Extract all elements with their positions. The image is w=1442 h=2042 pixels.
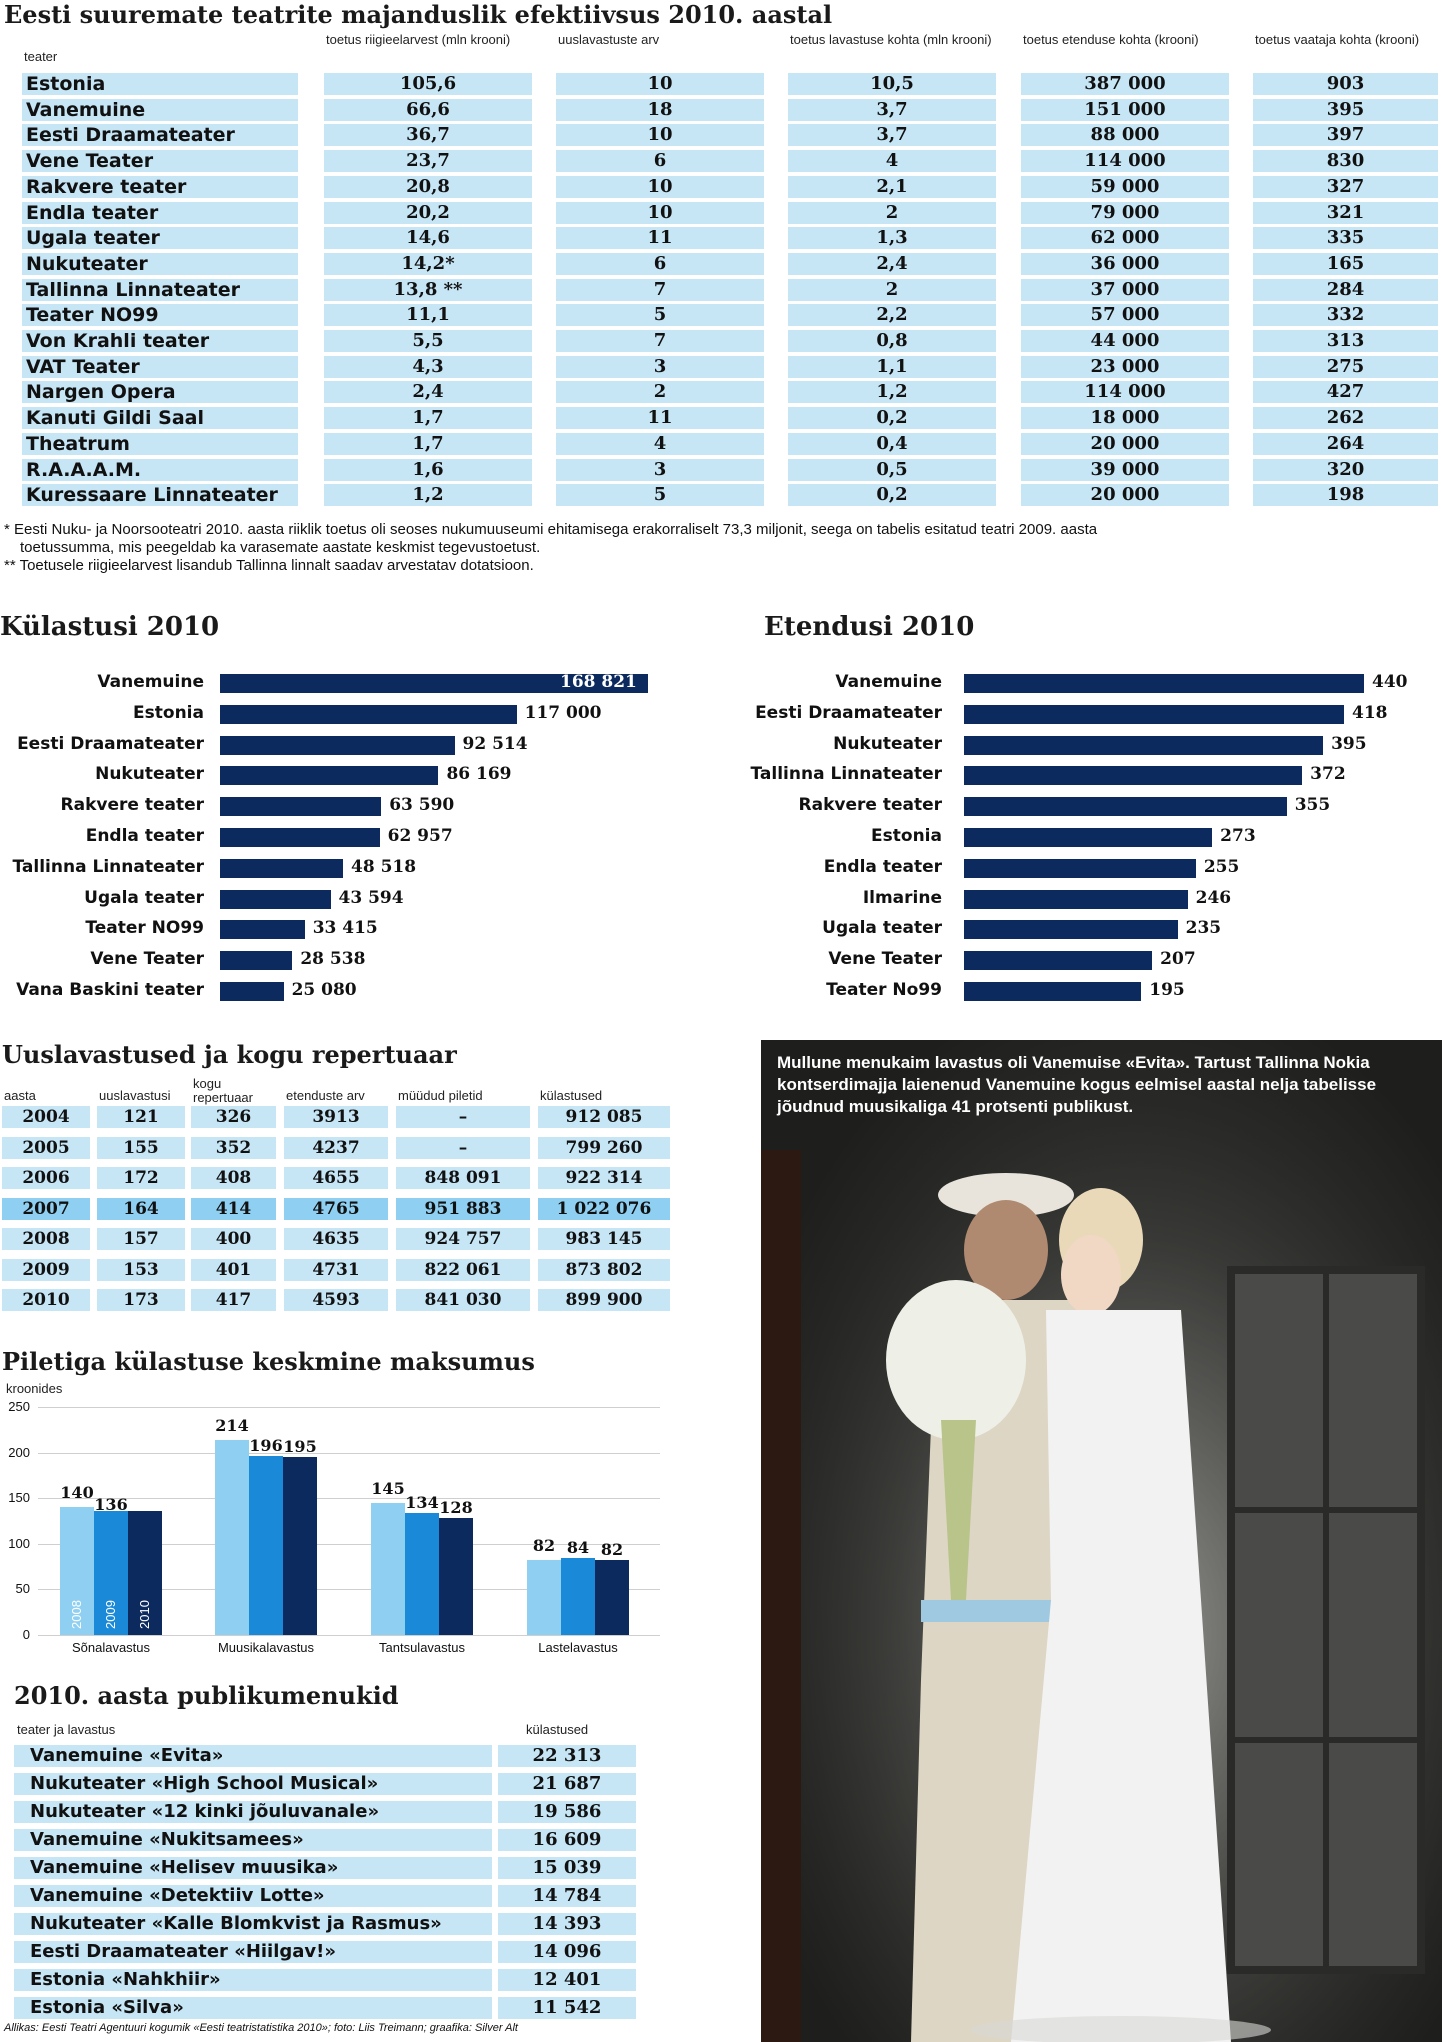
price-value-label: 134 (405, 1492, 439, 1512)
repertoire-value-cell: 4655 (284, 1167, 388, 1189)
value-cell: 66,6 (324, 99, 532, 121)
price-y-tick: 250 (8, 1399, 30, 1414)
price-chart-title: Piletiga külastuse keskmine maksumus (2, 1347, 535, 1376)
value-cell: 11,1 (324, 304, 532, 326)
value-cell: 20,2 (324, 202, 532, 224)
price-value-label: 196 (249, 1436, 283, 1456)
repertoire-value-cell: 4765 (284, 1198, 388, 1220)
footnote-1a: * Eesti Nuku- ja Noorsooteatri 2010. aasta riiklik toetus oli seoses nukumuuseumi ehitamisega erakorraliselt 73,3 miljonit, seega on tabelis esitatud teatri 2009. aasta (4, 521, 1098, 538)
visits-value-label: 48 518 (351, 856, 417, 877)
price-bar-2008 (527, 1560, 561, 1635)
value-cell: 151 000 (1021, 99, 1229, 121)
repertoire-value-cell: – (396, 1106, 530, 1128)
value-cell: 903 (1253, 73, 1438, 95)
price-y-tick: 50 (15, 1581, 30, 1597)
value-cell: 262 (1253, 407, 1438, 429)
value-cell: 1,3 (788, 227, 996, 249)
perf-value-label: 246 (1195, 887, 1232, 908)
value-cell: 7 (556, 330, 764, 352)
repertoire-header: müüdud piletid (398, 1088, 483, 1103)
repertoire-value-cell: 414 (191, 1198, 276, 1220)
visits-category-label: Vanemuine (97, 672, 204, 692)
hit-title-cell: Vanemuine «Detektiiv Lotte» (14, 1885, 492, 1907)
price-bar-2010 (595, 1560, 629, 1635)
hit-title-cell: Vanemuine «Evita» (14, 1745, 492, 1767)
repertoire-value-cell: 848 091 (396, 1167, 530, 1189)
price-bar-2008 (215, 1440, 249, 1635)
visits-bar (220, 920, 305, 939)
hit-visits-cell: 14 393 (498, 1913, 636, 1935)
value-cell: 1,1 (788, 356, 996, 378)
repertoire-value-cell: 841 030 (396, 1289, 530, 1311)
repertoire-value-cell: 1 022 076 (538, 1198, 670, 1220)
value-cell: 1,7 (324, 433, 532, 455)
repertoire-value-cell: 912 085 (538, 1106, 670, 1128)
hit-visits-cell: 21 687 (498, 1773, 636, 1795)
repertoire-header: kogu repertuaar (193, 1076, 253, 1105)
theatre-name-cell: Endla teater (22, 202, 298, 224)
price-value-label: 145 (371, 1478, 405, 1498)
perf-bar (964, 982, 1141, 1001)
hit-visits-cell: 22 313 (498, 1745, 636, 1767)
visits-value-label: 43 594 (338, 887, 404, 908)
price-gridline (38, 1635, 660, 1636)
hit-title-cell: Vanemuine «Helisev muusika» (14, 1857, 492, 1879)
value-cell: 5 (556, 304, 764, 326)
repertoire-value-cell: 951 883 (396, 1198, 530, 1220)
hits-col2: külastused (526, 1722, 589, 1737)
repertoire-header: uuslavastusi (99, 1088, 171, 1103)
price-value-label: 82 (532, 1536, 556, 1556)
hit-title-cell: Estonia «Silva» (14, 1997, 492, 2019)
value-cell: 2,4 (324, 381, 532, 403)
value-cell: 0,8 (788, 330, 996, 352)
value-cell: 7 (556, 279, 764, 301)
theatre-name-cell: Nukuteater (22, 253, 298, 275)
price-category-label: Sõnalavastus (71, 1640, 151, 1655)
price-series-label: 2010 (137, 1600, 152, 1629)
hit-visits-cell: 14 784 (498, 1885, 636, 1907)
value-cell: 830 (1253, 150, 1438, 172)
value-cell: 13,8 ** (324, 279, 532, 301)
visits-bar (220, 982, 284, 1001)
page-title: Eesti suuremate teatrite majanduslik efektiivsus 2010. aastal (4, 0, 833, 29)
value-cell: 1,2 (788, 381, 996, 403)
theatre-name-cell: Von Krahli teater (22, 330, 298, 352)
perf-bar (964, 736, 1323, 755)
visits-bar (220, 705, 517, 724)
perf-category-label: Endla teater (823, 856, 942, 877)
repertoire-value-cell: 408 (191, 1167, 276, 1189)
main-table-header: toetus lavastuse kohta (mln krooni) (790, 32, 992, 47)
price-bar-2009 (249, 1456, 283, 1635)
perf-bar (964, 674, 1364, 693)
repertoire-value-cell: 153 (97, 1259, 185, 1281)
stage-scene-illustration (761, 1040, 1442, 2042)
price-gridline (38, 1498, 660, 1499)
value-cell: 10 (556, 176, 764, 198)
perf-category-label: Teater No99 (826, 980, 942, 1000)
value-cell: 39 000 (1021, 459, 1229, 481)
value-cell: 165 (1253, 253, 1438, 275)
value-cell: 275 (1253, 356, 1438, 378)
perf-bar (964, 920, 1178, 939)
value-cell: 62 000 (1021, 227, 1229, 249)
theatre-name-cell: Theatrum (22, 433, 298, 455)
value-cell: 332 (1253, 304, 1438, 326)
value-cell: 18 000 (1021, 407, 1229, 429)
theatre-name-cell: Estonia (22, 73, 298, 95)
visits-category-label: Eesti Draamateater (17, 733, 204, 754)
hit-title-cell: Vanemuine «Nukitsamees» (14, 1829, 492, 1851)
value-cell: 3,7 (788, 124, 996, 146)
perf-category-label: Ilmarine (862, 887, 942, 908)
repertoire-value-cell: 899 900 (538, 1289, 670, 1311)
price-gridline (38, 1407, 660, 1408)
hit-title-cell: Nukuteater «12 kinki jõuluvanale» (14, 1801, 492, 1823)
hit-title-cell: Estonia «Nahkhiir» (14, 1969, 492, 1991)
value-cell: 3 (556, 459, 764, 481)
value-cell: 264 (1253, 433, 1438, 455)
value-cell: 3 (556, 356, 764, 378)
theatre-name-cell: Rakvere teater (22, 176, 298, 198)
value-cell: 1,6 (324, 459, 532, 481)
theatre-name-cell: Nargen Opera (22, 381, 298, 403)
price-chart-unit: kroonides (6, 1381, 63, 1396)
value-cell: 59 000 (1021, 176, 1229, 198)
value-cell: 335 (1253, 227, 1438, 249)
value-cell: 11 (556, 227, 764, 249)
value-cell: 57 000 (1021, 304, 1229, 326)
value-cell: 114 000 (1021, 150, 1229, 172)
perf-bar (964, 705, 1344, 724)
value-cell: 11 (556, 407, 764, 429)
repertoire-value-cell: – (396, 1137, 530, 1159)
repertoire-value-cell: 173 (97, 1289, 185, 1311)
repertoire-header: aasta (4, 1088, 36, 1103)
repertoire-value-cell: 4237 (284, 1137, 388, 1159)
repertoire-year-cell: 2006 (2, 1167, 90, 1189)
hit-visits-cell: 14 096 (498, 1941, 636, 1963)
footnote-1b: toetussumma, mis peegeldab ka varasemate aastate keskmist tegevustoetust. (20, 539, 541, 556)
price-value-label: 214 (215, 1415, 249, 1435)
repertoire-year-cell: 2009 (2, 1259, 90, 1281)
value-cell: 0,2 (788, 484, 996, 506)
value-cell: 2,2 (788, 304, 996, 326)
value-cell: 321 (1253, 202, 1438, 224)
value-cell: 395 (1253, 99, 1438, 121)
repertoire-value-cell: 922 314 (538, 1167, 670, 1189)
hit-visits-cell: 19 586 (498, 1801, 636, 1823)
value-cell: 44 000 (1021, 330, 1229, 352)
visits-bar (220, 828, 380, 847)
value-cell: 3,7 (788, 99, 996, 121)
value-cell: 79 000 (1021, 202, 1229, 224)
value-cell: 2 (556, 381, 764, 403)
repertoire-year-cell: 2004 (2, 1106, 90, 1128)
value-cell: 198 (1253, 484, 1438, 506)
theatre-name-cell: Tallinna Linnateater (22, 279, 298, 301)
visits-value-label: 168 821 (560, 672, 637, 692)
price-category-label: Lastelavastus (538, 1640, 618, 1655)
hit-visits-cell: 16 609 (498, 1829, 636, 1851)
price-series-label: 2008 (69, 1600, 84, 1629)
theatre-name-cell: R.A.A.A.M. (22, 459, 298, 481)
repertoire-value-cell: 121 (97, 1106, 185, 1128)
theatre-name-cell: Eesti Draamateater (22, 124, 298, 146)
main-table-header: toetus riigieelarvest (mln krooni) (326, 32, 511, 47)
visits-category-label: Vene Teater (90, 949, 204, 970)
value-cell: 23,7 (324, 150, 532, 172)
repertoire-value-cell: 417 (191, 1289, 276, 1311)
value-cell: 36,7 (324, 124, 532, 146)
value-cell: 0,4 (788, 433, 996, 455)
value-cell: 4 (556, 433, 764, 455)
value-cell: 2,4 (788, 253, 996, 275)
hit-visits-cell: 12 401 (498, 1969, 636, 1991)
value-cell: 4,3 (324, 356, 532, 378)
price-y-tick: 100 (8, 1535, 30, 1551)
perf-category-label: Nukuteater (833, 733, 942, 754)
value-cell: 320 (1253, 459, 1438, 481)
theatre-name-cell: Kanuti Gildi Saal (22, 407, 298, 429)
repertoire-year-cell: 2005 (2, 1137, 90, 1159)
visits-bar (220, 766, 438, 785)
main-table-header: teater (24, 49, 58, 64)
perf-category-label: Ugala teater (822, 918, 942, 939)
visits-category-label: Endla teater (85, 826, 204, 846)
price-value-label: 140 (60, 1483, 94, 1503)
perf-bar (964, 859, 1196, 878)
value-cell: 14,2* (324, 253, 532, 275)
value-cell: 6 (556, 150, 764, 172)
visits-value-label: 117 000 (524, 702, 602, 723)
perf-category-label: Rakvere teater (798, 795, 942, 816)
price-bar-2009 (561, 1558, 595, 1635)
value-cell: 20 000 (1021, 433, 1229, 455)
visits-category-label: Nukuteater (95, 764, 204, 785)
theatre-name-cell: Vanemuine (22, 99, 298, 121)
perf-bar (964, 766, 1302, 785)
perf-value-label: 255 (1203, 856, 1240, 877)
repertoire-title: Uuslavastused ja kogu repertuaar (2, 1040, 457, 1069)
visits-chart-title: Külastusi 2010 (0, 612, 220, 642)
value-cell: 327 (1253, 176, 1438, 198)
value-cell: 284 (1253, 279, 1438, 301)
repertoire-header: külastused (540, 1088, 603, 1103)
repertoire-value-cell: 983 145 (538, 1228, 670, 1250)
perf-value-label: 395 (1331, 733, 1367, 754)
main-table-header: toetus etenduse kohta (krooni) (1023, 32, 1199, 47)
visits-category-label: Teater NO99 (85, 918, 204, 939)
price-y-tick: 150 (8, 1490, 30, 1506)
repertoire-value-cell: 4635 (284, 1228, 388, 1250)
repertoire-year-cell: 2007 (2, 1198, 90, 1220)
value-cell: 5 (556, 484, 764, 506)
visits-value-label: 86 169 (446, 764, 512, 785)
repertoire-value-cell: 326 (191, 1106, 276, 1128)
perf-category-label: Eesti Draamateater (755, 702, 942, 723)
value-cell: 88 000 (1021, 124, 1229, 146)
visits-category-label: Estonia (133, 702, 204, 723)
visits-category-label: Rakvere teater (60, 795, 204, 816)
price-value-label: 195 (283, 1437, 317, 1457)
value-cell: 20 000 (1021, 484, 1229, 506)
visits-bar (220, 951, 292, 970)
price-gridline (38, 1453, 660, 1454)
repertoire-value-cell: 157 (97, 1228, 185, 1250)
theatre-name-cell: Vene Teater (22, 150, 298, 172)
perf-bar (964, 797, 1287, 816)
value-cell: 0,2 (788, 407, 996, 429)
theatre-name-cell: Teater NO99 (22, 304, 298, 326)
value-cell: 397 (1253, 124, 1438, 146)
price-value-label: 136 (94, 1494, 128, 1514)
perf-category-label: Tallinna Linnateater (750, 764, 942, 785)
repertoire-value-cell: 4593 (284, 1289, 388, 1311)
hit-title-cell: Nukuteater «High School Musical» (14, 1773, 492, 1795)
price-bar-2008 (371, 1503, 405, 1635)
visits-value-label: 33 415 (312, 918, 378, 939)
price-value-label: 82 (600, 1540, 624, 1560)
visits-category-label: Tallinna Linnateater (12, 856, 204, 877)
value-cell: 10 (556, 73, 764, 95)
perf-bar (964, 951, 1152, 970)
value-cell: 1,2 (324, 484, 532, 506)
footnote-2: ** Toetusele riigieelarvest lisandub Tallinna linnalt saadav arvestatav dotatsioon. (4, 557, 534, 574)
source-credit: Allikas: Eesti Teatri Agentuuri kogumik «Eesti teatristatistika 2010»; foto: Liis Treimann; graafika: Silver Alt (4, 2022, 518, 2034)
visits-value-label: 25 080 (291, 980, 357, 1000)
theatre-name-cell: VAT Teater (22, 356, 298, 378)
value-cell: 0,5 (788, 459, 996, 481)
repertoire-header: etenduste arv (286, 1088, 365, 1103)
perf-category-label: Vene Teater (828, 949, 942, 970)
price-value-label: 128 (439, 1498, 473, 1518)
repertoire-value-cell: 3913 (284, 1106, 388, 1128)
theatre-name-cell: Kuressaare Linnateater (22, 484, 298, 506)
hit-title-cell: Nukuteater «Kalle Blomkvist ja Rasmus» (14, 1913, 492, 1935)
perf-category-label: Vanemuine (835, 672, 942, 692)
visits-value-label: 62 957 (387, 826, 453, 846)
perf-value-label: 440 (1372, 672, 1408, 692)
hit-title-cell: Eesti Draamateater «Hiilgav!» (14, 1941, 492, 1963)
perf-bar (964, 890, 1188, 909)
value-cell: 114 000 (1021, 381, 1229, 403)
value-cell: 2 (788, 279, 996, 301)
visits-value-label: 28 538 (300, 949, 366, 970)
price-y-tick: 200 (8, 1444, 30, 1460)
perf-value-label: 273 (1220, 826, 1256, 846)
repertoire-value-cell: 924 757 (396, 1228, 530, 1250)
repertoire-value-cell: 799 260 (538, 1137, 670, 1159)
repertoire-value-cell: 401 (191, 1259, 276, 1281)
visits-bar (220, 736, 455, 755)
repertoire-value-cell: 352 (191, 1137, 276, 1159)
repertoire-year-cell: 2008 (2, 1228, 90, 1250)
repertoire-value-cell: 873 802 (538, 1259, 670, 1281)
hits-title: 2010. aasta publikumenukid (14, 1681, 399, 1710)
repertoire-value-cell: 4731 (284, 1259, 388, 1281)
visits-category-label: Ugala teater (84, 887, 204, 908)
main-table-header: uuslavastuste arv (558, 32, 660, 47)
value-cell: 23 000 (1021, 356, 1229, 378)
hit-visits-cell: 15 039 (498, 1857, 636, 1879)
repertoire-value-cell: 400 (191, 1228, 276, 1250)
value-cell: 1,7 (324, 407, 532, 429)
repertoire-value-cell: 164 (97, 1198, 185, 1220)
perf-category-label: Estonia (871, 826, 942, 846)
visits-category-label: Vana Baskini teater (16, 980, 204, 1000)
perf-value-label: 195 (1149, 980, 1185, 1000)
value-cell: 14,6 (324, 227, 532, 249)
value-cell: 6 (556, 253, 764, 275)
perf-value-label: 355 (1294, 795, 1331, 816)
value-cell: 387 000 (1021, 73, 1229, 95)
main-table-header: toetus vaataja kohta (krooni) (1255, 32, 1420, 47)
repertoire-value-cell: 155 (97, 1137, 185, 1159)
value-cell: 37 000 (1021, 279, 1229, 301)
price-series-label: 2009 (103, 1600, 118, 1629)
perf-bar (964, 828, 1212, 847)
price-category-label: Tantsulavastus (379, 1640, 465, 1655)
visits-bar (220, 859, 343, 878)
photo-caption: Mullune menukaim lavastus oli Vanemuise «Evita». Tartust Tallinna Nokia kontserdimajja laienenud Vanemuine kogus eelmisel aastal nelja tabelisse jõudnud muusikaliga 41 protsenti publikust. (777, 1053, 1377, 1116)
value-cell: 36 000 (1021, 253, 1229, 275)
value-cell: 2 (788, 202, 996, 224)
price-y-tick: 0 (22, 1627, 30, 1642)
value-cell: 4 (788, 150, 996, 172)
value-cell: 18 (556, 99, 764, 121)
value-cell: 10 (556, 202, 764, 224)
repertoire-year-cell: 2010 (2, 1289, 90, 1311)
perf-value-label: 235 (1185, 918, 1222, 939)
value-cell: 10,5 (788, 73, 996, 95)
price-bar-2010 (439, 1518, 473, 1635)
hit-visits-cell: 11 542 (498, 1997, 636, 2019)
value-cell: 20,8 (324, 176, 532, 198)
price-bar-2010 (283, 1457, 317, 1635)
value-cell: 2,1 (788, 176, 996, 198)
hits-col1: teater ja lavastus (17, 1722, 116, 1737)
value-cell: 105,6 (324, 73, 532, 95)
repertoire-value-cell: 172 (97, 1167, 185, 1189)
price-bar-2009 (405, 1513, 439, 1635)
price-value-label: 84 (566, 1538, 590, 1558)
value-cell: 10 (556, 124, 764, 146)
perf-value-label: 372 (1310, 764, 1346, 785)
repertoire-value-cell: 822 061 (396, 1259, 530, 1281)
value-cell: 5,5 (324, 330, 532, 352)
value-cell: 427 (1253, 381, 1438, 403)
price-category-label: Muusikalavastus (217, 1640, 315, 1655)
value-cell: 313 (1253, 330, 1438, 352)
visits-bar (220, 797, 381, 816)
evita-photo (761, 1040, 1442, 2042)
visits-value-label: 92 514 (462, 733, 528, 754)
theatre-name-cell: Ugala teater (22, 227, 298, 249)
perf-value-label: 418 (1352, 702, 1388, 723)
performances-chart-title: Etendusi 2010 (764, 612, 975, 642)
visits-value-label: 63 590 (389, 795, 455, 816)
perf-value-label: 207 (1160, 949, 1196, 970)
visits-bar (220, 890, 331, 909)
